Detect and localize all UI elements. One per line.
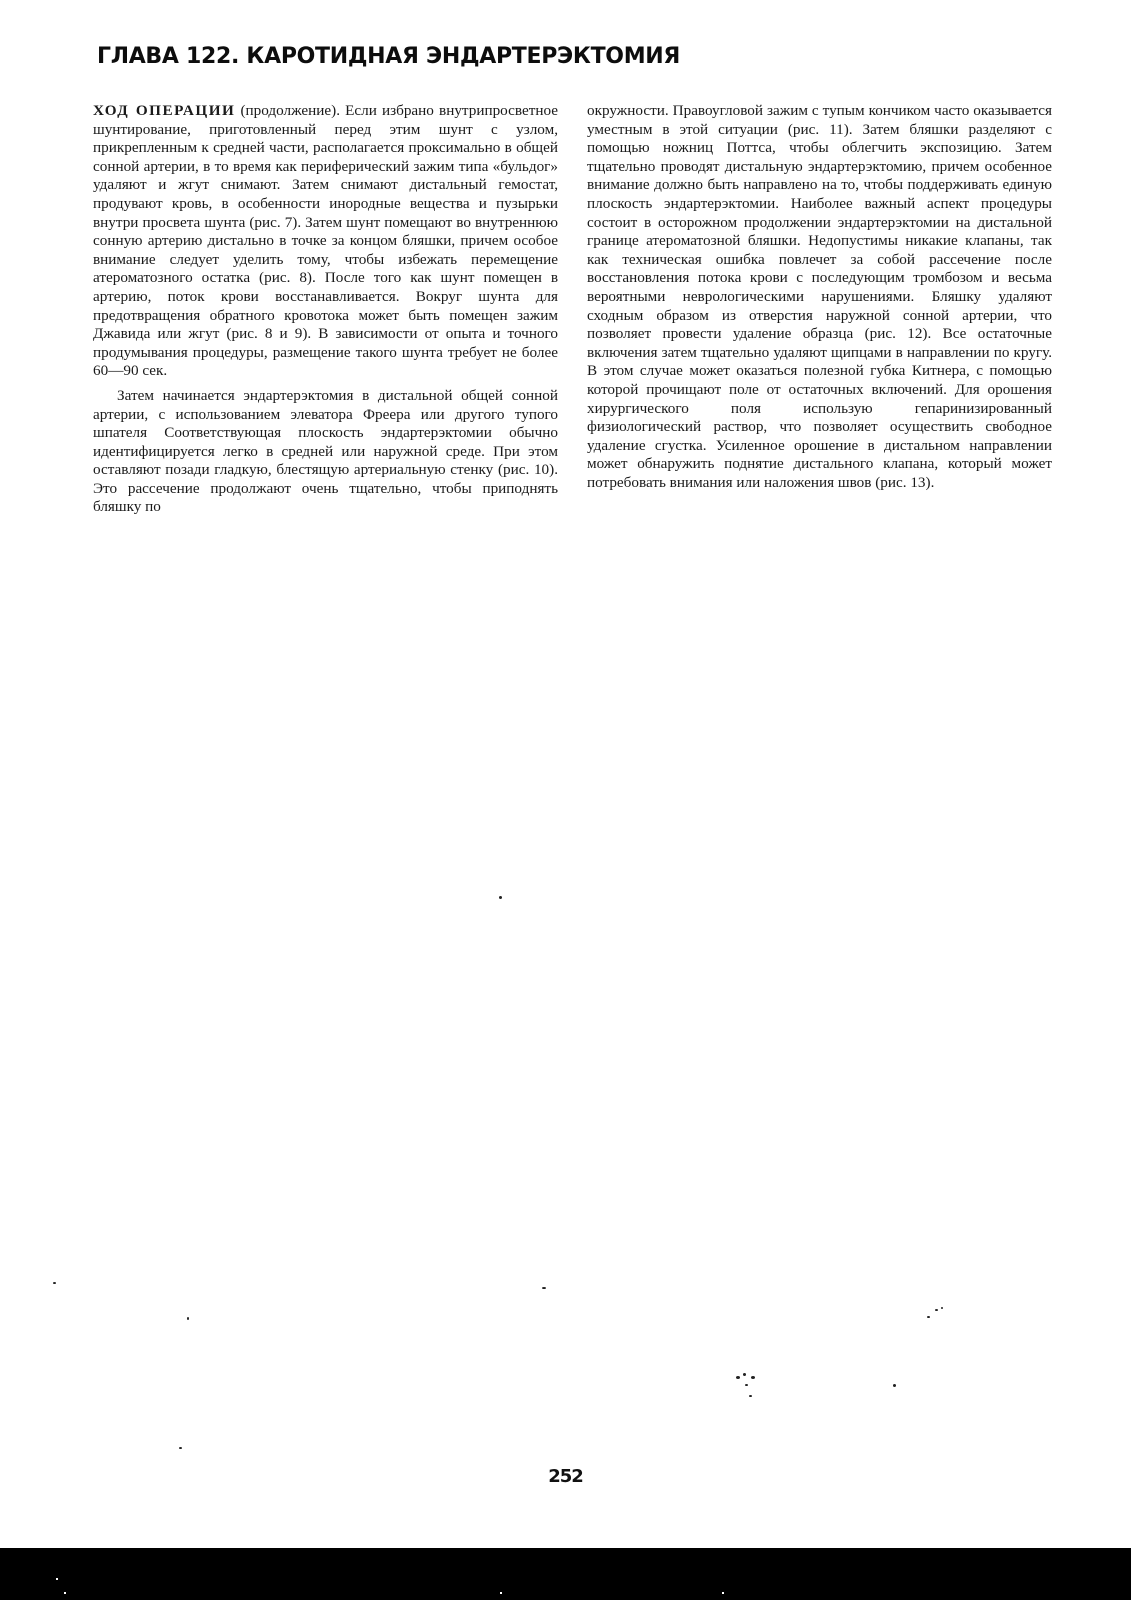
paragraph: окружности. Правоугловой зажим с тупым кончиком часто оказывается уместным в этой ситуации (рис. 11). Затем бляшки разделяют с помощью ножниц Поттса, чтобы облегчить экспозицию. Затем тщательно проводят дистальную эндартерэктомию, причем особенное внимание должно быть направлено на то, чтобы поддерживать единую плоскость эндартерэктомии. Наиболее важный аспект процедуры состоит в осторожном продолжении эндартерэктомии на дистальной границе атероматозной бляшки. Недопустимы никакие клапаны, так как техническая ошибка повлечет за собой рассечение после восстановления потока крови с последующим тромбозом и весьма вероятными неврологическими нарушениями. Бляшку удаляют сходным образом из отверстия наружной сонной артерии, что позволяет провести удаление образца (рис. 12). Все остаточные включения затем тщательно удаляют щипцами в направлении по кругу. В этом случае может оказаться полезной губка Китнера, с помощью которой прочищают поле от остаточных включений. Для орошения хирургического поля использую гепаринизированный физиологический раствор, что позволяет осуществить свободное удаление сгустка. Усиленное орошение в дистальном направлении может обнаружить поднятие дистального клапана, который может потребовать внимания или наложения швов (рис. 13). [587, 102, 1052, 491]
paragraph [93, 102, 558, 381]
chapter-title: ГЛАВА 122. КАРОТИДНАЯ ЭНДАРТЕРЭКТОМИЯ [97, 44, 681, 69]
scan-speck [56, 1578, 58, 1580]
text-column-right [587, 102, 1052, 492]
scan-border-band [0, 1548, 1131, 1600]
scan-speck [893, 1384, 896, 1387]
scan-speck [751, 1376, 755, 1379]
scan-speck [542, 1287, 546, 1289]
text-column-left [93, 102, 558, 517]
scan-speck [722, 1592, 724, 1594]
paragraph: Затем начинается эндартерэктомия в дистальной общей сонной артерии, с использованием элеватора Фреера или другого тупого шпателя Соответствующая плоскость эндартерэктомии обычно идентифицируется легко в средней или наружной среде. При этом оставляют позади гладкую, блестящую артериальную стенку (рис. 10). Это рассечение продолжают очень тщательно, чтобы приподнять бляшку по [93, 386, 558, 516]
scan-speck [499, 896, 502, 899]
page-number: 252 [548, 1466, 583, 1487]
scan-speck [736, 1376, 740, 1379]
section-lead: ХОД ОПЕРАЦИИ [93, 102, 236, 119]
scan-speck [743, 1373, 746, 1376]
scan-speck [53, 1282, 56, 1284]
scan-speck [941, 1307, 943, 1309]
scan-speck [64, 1592, 66, 1594]
scan-speck [745, 1384, 748, 1386]
scan-speck [927, 1316, 930, 1318]
scan-speck [935, 1309, 938, 1311]
scan-speck [187, 1317, 189, 1320]
scan-speck [179, 1447, 182, 1449]
scan-speck [500, 1592, 502, 1594]
paragraph-text: (продолжение). Если избрано внутрипросветное шунтирование, приготовленный перед этим шунт с узлом, прикрепленным к средней части, располагается проксимально в общей сонной артерии, в то время как периферический зажим типа «бульдог» удаляют и жгут снимают. Затем снимают дистальный гемостат, продувают кровь, в особенности инородные вещества и пузырьки внутри просвета шунта (рис. 7). Затем шунт помещают во внутреннюю сонную артерию дистально в точке за концом бляшки, причем особое внимание следует уделить тому, чтобы избежать перемещение атероматозного остатка (рис. 8). После того как шунт помещен в артерию, поток крови восстанавливается. Вокруг шунта для предотвращения обратного кровотока может быть помещен зажим Джавида или жгут (рис. 8 и 9). В зависимости от опыта и точного продумывания процедуры, размещение такого шунта требует не более 60—90 сек. [93, 102, 559, 380]
scan-speck [749, 1395, 752, 1397]
